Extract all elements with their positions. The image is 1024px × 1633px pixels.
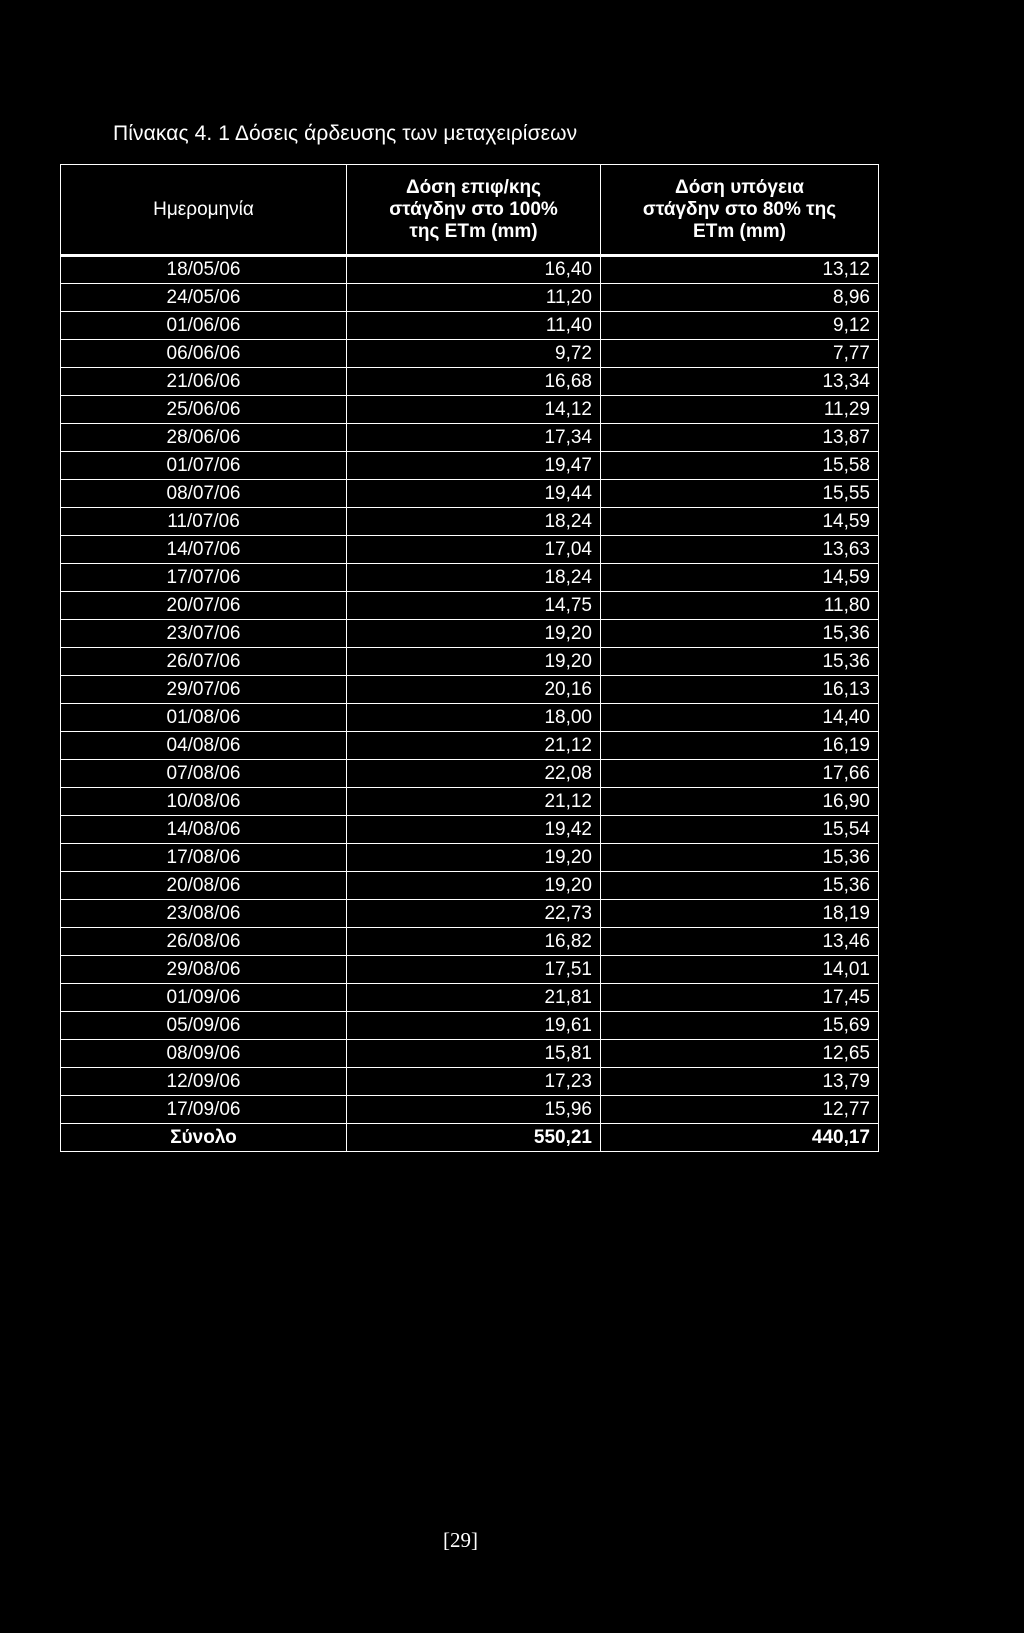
date-cell: 21/06/06 — [61, 368, 347, 396]
subsurface-dose-cell: 15,36 — [601, 872, 879, 900]
header-subsurface-dose — [601, 165, 879, 256]
irrigation-dose-table — [60, 164, 879, 1152]
header-date-label: Ημερομηνία — [153, 198, 254, 220]
total-label: Σύνολο — [61, 1124, 347, 1152]
table-row — [61, 284, 879, 312]
table-row — [61, 956, 879, 984]
surface-dose-cell: 19,20 — [347, 872, 601, 900]
surface-dose-cell: 19,20 — [347, 620, 601, 648]
surface-dose-cell: 17,34 — [347, 424, 601, 452]
surface-dose-cell: 17,04 — [347, 536, 601, 564]
table-body — [61, 256, 879, 1124]
date-cell: 04/08/06 — [61, 732, 347, 760]
table-row — [61, 816, 879, 844]
date-cell: 08/07/06 — [61, 480, 347, 508]
subsurface-dose-cell: 15,58 — [601, 452, 879, 480]
date-cell: 29/07/06 — [61, 676, 347, 704]
date-cell: 29/08/06 — [61, 956, 347, 984]
header-date — [61, 165, 347, 256]
surface-dose-cell: 18,00 — [347, 704, 601, 732]
surface-dose-cell: 14,12 — [347, 396, 601, 424]
surface-dose-cell: 21,81 — [347, 984, 601, 1012]
total-subsurface-dose: 440,17 — [601, 1124, 879, 1152]
table-row — [61, 424, 879, 452]
subsurface-dose-cell: 13,87 — [601, 424, 879, 452]
subsurface-dose-cell: 14,59 — [601, 508, 879, 536]
subsurface-dose-cell: 12,65 — [601, 1040, 879, 1068]
date-cell: 08/09/06 — [61, 1040, 347, 1068]
table-row — [61, 312, 879, 340]
date-cell: 01/08/06 — [61, 704, 347, 732]
date-cell: 17/07/06 — [61, 564, 347, 592]
table-row — [61, 536, 879, 564]
table-row — [61, 508, 879, 536]
surface-dose-cell: 16,68 — [347, 368, 601, 396]
header-subsurface-line2: στάγδην στο 80% της — [642, 198, 837, 220]
surface-dose-cell: 11,20 — [347, 284, 601, 312]
date-cell: 10/08/06 — [61, 788, 347, 816]
header-surface-line1: Δόση επιφ/κης — [406, 176, 541, 198]
subsurface-dose-cell: 11,29 — [601, 396, 879, 424]
surface-dose-cell: 22,73 — [347, 900, 601, 928]
surface-dose-cell: 15,81 — [347, 1040, 601, 1068]
surface-dose-cell: 19,20 — [347, 648, 601, 676]
table-row — [61, 480, 879, 508]
subsurface-dose-cell: 13,12 — [601, 256, 879, 284]
table-header — [61, 165, 879, 256]
header-surface-dose — [347, 165, 601, 256]
subsurface-dose-cell: 14,01 — [601, 956, 879, 984]
table-row — [61, 760, 879, 788]
surface-dose-cell: 16,40 — [347, 256, 601, 284]
date-cell: 20/08/06 — [61, 872, 347, 900]
date-cell: 07/08/06 — [61, 760, 347, 788]
header-row — [61, 165, 879, 256]
header-subsurface-line3: ETm (mm) — [693, 220, 786, 242]
subsurface-dose-cell: 16,19 — [601, 732, 879, 760]
date-cell: 25/06/06 — [61, 396, 347, 424]
surface-dose-cell: 19,20 — [347, 844, 601, 872]
surface-dose-cell: 14,75 — [347, 592, 601, 620]
subsurface-dose-cell: 17,66 — [601, 760, 879, 788]
subsurface-dose-cell: 18,19 — [601, 900, 879, 928]
subsurface-dose-cell: 15,36 — [601, 620, 879, 648]
subsurface-dose-cell: 8,96 — [601, 284, 879, 312]
subsurface-dose-cell: 17,45 — [601, 984, 879, 1012]
surface-dose-cell: 21,12 — [347, 788, 601, 816]
surface-dose-cell: 17,23 — [347, 1068, 601, 1096]
date-cell: 26/08/06 — [61, 928, 347, 956]
table-row — [61, 564, 879, 592]
date-cell: 28/06/06 — [61, 424, 347, 452]
date-cell: 14/08/06 — [61, 816, 347, 844]
total-row — [61, 1124, 879, 1152]
surface-dose-cell: 16,82 — [347, 928, 601, 956]
surface-dose-cell: 19,47 — [347, 452, 601, 480]
surface-dose-cell: 20,16 — [347, 676, 601, 704]
table-row — [61, 368, 879, 396]
subsurface-dose-cell: 7,77 — [601, 340, 879, 368]
subsurface-dose-cell: 12,77 — [601, 1096, 879, 1124]
table-row — [61, 1068, 879, 1096]
table-row — [61, 1040, 879, 1068]
date-cell: 24/05/06 — [61, 284, 347, 312]
table-row — [61, 452, 879, 480]
subsurface-dose-cell: 15,54 — [601, 816, 879, 844]
table-row — [61, 704, 879, 732]
table-row — [61, 844, 879, 872]
date-cell: 06/06/06 — [61, 340, 347, 368]
table-row — [61, 732, 879, 760]
page-number: [29] — [443, 1528, 478, 1552]
date-cell: 23/08/06 — [61, 900, 347, 928]
surface-dose-cell: 19,44 — [347, 480, 601, 508]
table-row — [61, 788, 879, 816]
header-surface-line3: της ETm (mm) — [409, 220, 538, 242]
subsurface-dose-cell: 14,59 — [601, 564, 879, 592]
surface-dose-cell: 11,40 — [347, 312, 601, 340]
surface-dose-cell: 17,51 — [347, 956, 601, 984]
table-row — [61, 928, 879, 956]
table-row — [61, 396, 879, 424]
header-subsurface-line1: Δόση υπόγεια — [675, 176, 804, 198]
table-row — [61, 984, 879, 1012]
date-cell: 11/07/06 — [61, 508, 347, 536]
surface-dose-cell: 9,72 — [347, 340, 601, 368]
date-cell: 01/09/06 — [61, 984, 347, 1012]
subsurface-dose-cell: 15,69 — [601, 1012, 879, 1040]
date-cell: 12/09/06 — [61, 1068, 347, 1096]
table-row — [61, 592, 879, 620]
subsurface-dose-cell: 15,55 — [601, 480, 879, 508]
date-cell: 23/07/06 — [61, 620, 347, 648]
date-cell: 17/09/06 — [61, 1096, 347, 1124]
table-row — [61, 676, 879, 704]
total-surface-dose: 550,21 — [347, 1124, 601, 1152]
subsurface-dose-cell: 13,79 — [601, 1068, 879, 1096]
date-cell: 01/07/06 — [61, 452, 347, 480]
surface-dose-cell: 22,08 — [347, 760, 601, 788]
subsurface-dose-cell: 16,13 — [601, 676, 879, 704]
table-row — [61, 340, 879, 368]
surface-dose-cell: 21,12 — [347, 732, 601, 760]
subsurface-dose-cell: 13,34 — [601, 368, 879, 396]
table-row — [61, 1012, 879, 1040]
date-cell: 05/09/06 — [61, 1012, 347, 1040]
subsurface-dose-cell: 11,80 — [601, 592, 879, 620]
table-row — [61, 648, 879, 676]
subsurface-dose-cell: 9,12 — [601, 312, 879, 340]
date-cell: 18/05/06 — [61, 256, 347, 284]
subsurface-dose-cell: 16,90 — [601, 788, 879, 816]
table-row — [61, 1096, 879, 1124]
subsurface-dose-cell: 15,36 — [601, 844, 879, 872]
surface-dose-cell: 18,24 — [347, 564, 601, 592]
table-caption: Πίνακας 4. 1 Δόσεις άρδευσης των μεταχειρίσεων — [113, 122, 578, 145]
date-cell: 20/07/06 — [61, 592, 347, 620]
subsurface-dose-cell: 15,36 — [601, 648, 879, 676]
date-cell: 17/08/06 — [61, 844, 347, 872]
date-cell: 14/07/06 — [61, 536, 347, 564]
subsurface-dose-cell: 13,46 — [601, 928, 879, 956]
subsurface-dose-cell: 13,63 — [601, 536, 879, 564]
table-row — [61, 872, 879, 900]
surface-dose-cell: 15,96 — [347, 1096, 601, 1124]
table-row — [61, 900, 879, 928]
header-surface-line2: στάγδην στο 100% — [389, 198, 558, 220]
date-cell: 01/06/06 — [61, 312, 347, 340]
subsurface-dose-cell: 14,40 — [601, 704, 879, 732]
table-row — [61, 620, 879, 648]
surface-dose-cell: 19,61 — [347, 1012, 601, 1040]
surface-dose-cell: 19,42 — [347, 816, 601, 844]
date-cell: 26/07/06 — [61, 648, 347, 676]
table-row — [61, 256, 879, 284]
table-footer — [61, 1124, 879, 1152]
surface-dose-cell: 18,24 — [347, 508, 601, 536]
